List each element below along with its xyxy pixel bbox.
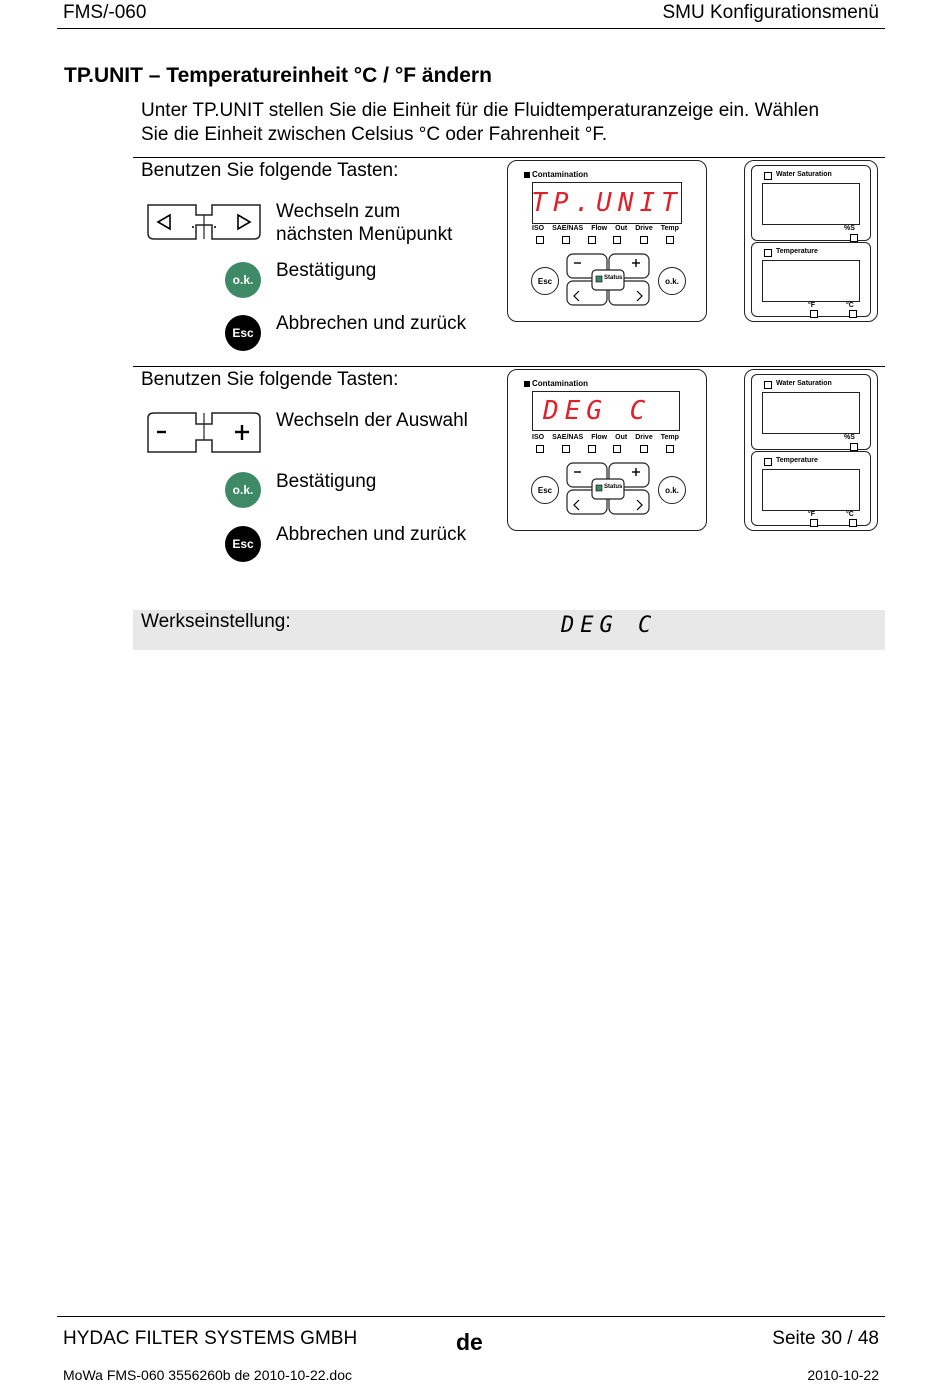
indicator-led [588,445,596,453]
header-doc-id: FMS/-060 [63,2,147,23]
smu-control-panel-1 [507,160,707,322]
device-esc-key: Esc [531,267,559,295]
plus-minus-keys-icon [146,410,262,461]
segment-display-text: TP.UNIT [531,188,683,218]
water-saturation-label: Water Saturation [776,171,832,178]
segment-display [532,182,682,224]
deg-c-label: °C [846,511,854,518]
section1-item-2-text: Bestätigung [276,260,377,281]
default-setting-label: Werkseinstellung: [141,611,291,632]
water-saturation-label: Water Saturation [776,380,832,387]
section1-item-1-line-1: Wechseln zum [276,201,401,222]
percent-s-led [850,234,858,242]
device-ok-key: o.k. [658,267,686,295]
water-saturation-led [764,172,772,180]
ok-button-icon: o.k. [225,472,261,508]
section1-item-1-text [276,200,452,246]
sensor-panel-1 [744,160,878,322]
section2-item-1-text: Wechseln der Auswahl [276,410,468,431]
arrow-keys-icon [146,201,262,248]
temperature-display [762,260,860,302]
indicator-drive: Drive [635,225,653,232]
deg-f-led [810,519,818,527]
indicator-led [562,445,570,453]
intro-line-1: Unter TP.UNIT stellen Sie die Einheit für die Fluidtemperaturanzeige ein. Wählen [141,100,820,121]
footer-company: HYDAC FILTER SYSTEMS GMBH [63,1328,358,1349]
water-saturation-led [764,381,772,389]
indicator-led [562,236,570,244]
ok-button-icon: o.k. [225,262,261,298]
indicator-led [666,236,674,244]
water-saturation-display [762,392,860,434]
temperature-label: Temperature [776,248,818,255]
page-title: TP.UNIT – Temperatureinheit °C / °F ändern [64,64,492,87]
intro-line-2: Sie die Einheit zwischen Celsius °C oder Fahrenheit °F. [141,124,608,145]
footer-page-number: Seite 30 / 48 [772,1328,879,1349]
indicator-flow: Flow [591,225,608,232]
section1-label: Benutzen Sie folgende Tasten: [141,160,399,181]
indicator-out: Out [615,434,628,441]
deg-c-label: °C [846,302,854,309]
esc-button-icon: Esc [225,526,261,562]
segment-display-text: DEG C [543,396,652,426]
indicator-temp: Temp [660,225,679,232]
indicator-drive: Drive [635,434,653,441]
indicator-row [532,225,692,232]
indicator-led [536,236,544,244]
section1-item-1-line-2: nächsten Menüpunkt [276,224,453,245]
sensor-panel-2 [744,369,878,531]
footer-language: de [456,1329,483,1355]
temperature-box [751,242,871,317]
deg-c-led [849,519,857,527]
indicator-led [613,445,621,453]
indicator-led [640,445,648,453]
indicator-sae-nas: SAE/NAS [552,434,584,441]
section2-item-2-text: Bestätigung [276,471,377,492]
temperature-box [751,451,871,526]
water-saturation-display [762,183,860,225]
indicator-led [588,236,596,244]
indicator-sae-nas: SAE/NAS [552,225,584,232]
indicator-flow: Flow [591,434,608,441]
contamination-led-icon [524,381,530,387]
device-status-label: Status [604,484,623,490]
section1-item-3-text: Abbrechen und zurück [276,313,467,334]
percent-s-led [850,443,858,451]
footer-rule [57,1316,885,1317]
indicator-out: Out [615,225,628,232]
device-keypad-icon [566,462,650,521]
temperature-label: Temperature [776,457,818,464]
indicator-led [536,445,544,453]
contamination-label: Contamination [532,379,588,388]
header-rule [57,28,885,29]
footer-date: 2010-10-22 [807,1367,879,1383]
segment-display [532,391,680,431]
indicator-iso: ISO [532,225,545,232]
indicator-iso: ISO [532,434,545,441]
contamination-led-icon [524,172,530,178]
intro-text [141,99,901,147]
footer-document-name: MoWa FMS-060 3556260b de 2010-10-22.doc [63,1367,352,1383]
temperature-led [764,458,772,466]
esc-button-icon: Esc [225,315,261,351]
indicator-led [640,236,648,244]
header-section: SMU Konfigurationsmenü [662,2,879,23]
section1-rule [133,157,885,158]
temperature-display [762,469,860,511]
contamination-label: Contamination [532,170,588,179]
percent-s-label: %S [844,434,855,441]
temperature-led [764,249,772,257]
section2-item-3-text: Abbrechen und zurück [276,524,467,545]
indicator-led [613,236,621,244]
deg-f-led [810,310,818,318]
section2-label: Benutzen Sie folgende Tasten: [141,369,399,390]
device-esc-key: Esc [531,476,559,504]
deg-c-led [849,310,857,318]
deg-f-label: °F [808,511,816,518]
device-ok-key: o.k. [658,476,686,504]
water-saturation-box [751,374,871,450]
water-saturation-box [751,165,871,241]
device-keypad-icon [566,253,650,312]
percent-s-label: %S [844,225,855,232]
default-setting-value: DEG C [561,613,658,638]
indicator-temp: Temp [660,434,679,441]
device-status-label: Status [604,275,623,281]
deg-f-label: °F [808,302,816,309]
section2-rule [133,366,885,367]
indicator-row [532,434,692,441]
indicator-led [666,445,674,453]
smu-control-panel-2 [507,369,707,531]
